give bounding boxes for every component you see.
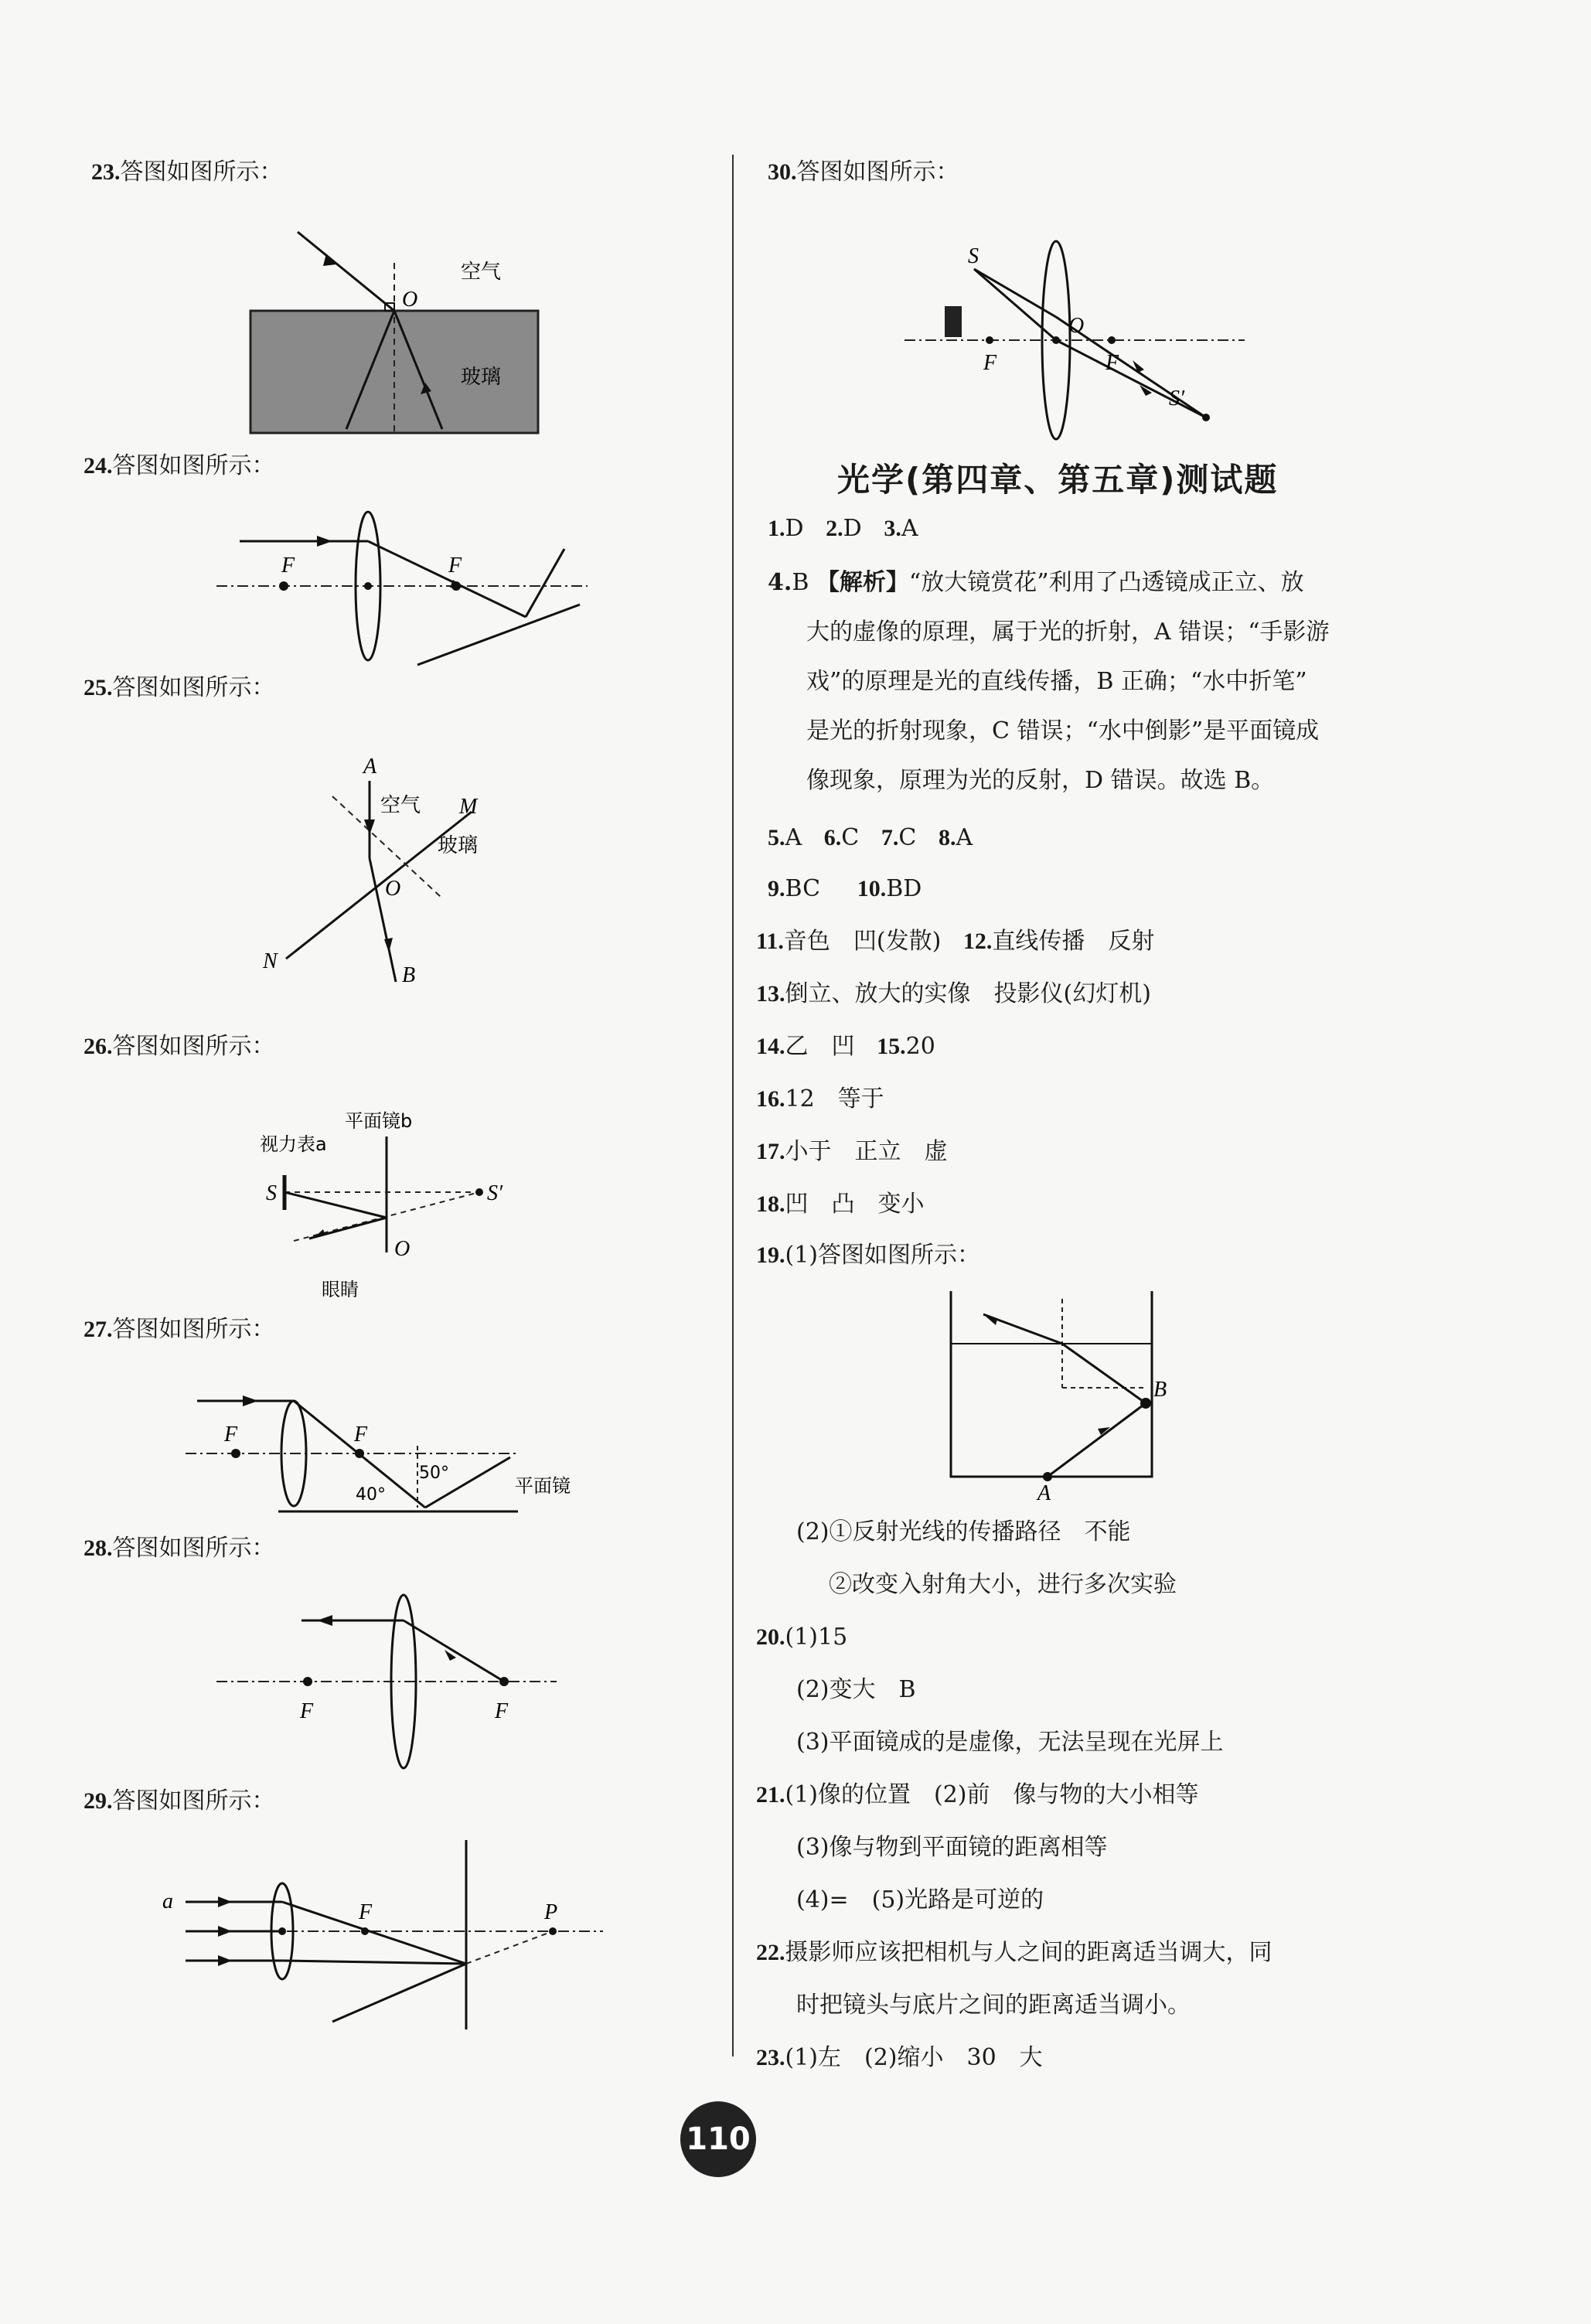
q19-a: A	[1037, 1481, 1051, 1505]
q30-s2: S′	[1169, 387, 1185, 411]
answer-23: 23.(1)左 (2)缩小 30 大	[756, 2044, 1043, 2071]
section-title: 光学(第四章、第五章)测试题	[837, 461, 1279, 499]
q29-f: F	[359, 1900, 373, 1924]
q26-diagram	[247, 1106, 557, 1307]
q26-o: O	[394, 1237, 411, 1261]
q25-diagram	[247, 750, 557, 997]
answer-21: 21.(1)像的位置 (2)前 像与物的大小相等	[756, 1781, 1199, 1808]
q29-label: 29.答图如图所示：	[83, 1787, 275, 1815]
q25-glass: 玻璃	[438, 834, 479, 857]
q19-b: B	[1153, 1378, 1167, 1402]
q29-p: P	[544, 1900, 558, 1924]
q30-s: S	[968, 244, 979, 268]
q30-f2: F	[1106, 351, 1119, 375]
answer-22: 22.摄影师应该把相机与人之间的距离适当调大，同	[756, 1939, 1272, 1966]
answer-21-p2: (3)像与物到平面镜的距离相等	[796, 1834, 1108, 1861]
q28-diagram	[209, 1585, 564, 1778]
answer-20-p2: (2)变大 B	[796, 1676, 916, 1703]
answer-14-15: 14.乙 凹 15.20	[756, 1033, 935, 1060]
q26-s: S	[266, 1181, 277, 1205]
answer-17: 17.小于 正立 虚	[756, 1138, 948, 1165]
q23-o-label: O	[402, 288, 418, 312]
q25-label: 25.答图如图所示：	[83, 674, 275, 701]
q27-f2: F	[354, 1423, 368, 1447]
q27-f1: F	[224, 1423, 238, 1447]
q23-air-label: 空气	[461, 261, 502, 284]
q23-diagram	[232, 232, 557, 441]
q27-mirror: 平面镜	[515, 1475, 571, 1497]
q25-m: M	[459, 795, 478, 819]
q23-label: 23.答图如图所示：	[91, 158, 283, 186]
answers-9-10: 9.BC 10.BD	[768, 875, 922, 902]
answer-11-12: 11.音色 凹(发散) 12.直线传播 反射	[756, 928, 1155, 955]
q24-diagram	[201, 503, 595, 673]
q30-diagram	[897, 232, 1252, 448]
q24-f1: F	[281, 554, 295, 578]
q19-diagram	[943, 1291, 1191, 1505]
q25-a: A	[363, 755, 377, 779]
q24-f2: F	[448, 554, 462, 578]
q4-explanation: 4.B 【解析】“放大镜赏花”利用了凸透镜成正立、放 大的虚像的原理，属于光的折射，A 错误；“手影游 戏”的原理是光的直线传播，B 正确；“水中折笔” 是光的折射现象，C 错误；“水中倒影”是平面镜成 像现象，原理为光的反射，D 错误。故选 B。	[768, 569, 1330, 794]
q25-air: 空气	[380, 794, 421, 817]
answer-19: 19.(1)答图如图所示：	[756, 1242, 980, 1269]
q24-label: 24.答图如图所示：	[83, 452, 275, 479]
q23-glass-label: 玻璃	[461, 366, 502, 389]
answer-16: 16.12 等于	[756, 1085, 884, 1113]
answer-20-p3: (3)平面镜成的是虚像，无法呈现在光屏上	[796, 1729, 1224, 1756]
q26-label: 26.答图如图所示：	[83, 1033, 275, 1060]
q26-eye: 眼睛	[322, 1279, 359, 1300]
answer-18: 18.凹 凸 变小	[756, 1191, 925, 1218]
q28-label: 28.答图如图所示：	[83, 1535, 275, 1562]
q29-a: a	[162, 1890, 173, 1913]
q27-a50: 50°	[419, 1464, 449, 1483]
q26-s2: S′	[487, 1181, 503, 1205]
answer-19-p2: (2)①反射光线的传播路径 不能	[796, 1518, 1131, 1545]
answer-21-p3: (4)= (5)光路是可逆的	[796, 1886, 1044, 1913]
q27-label: 27.答图如图所示：	[83, 1316, 275, 1343]
answer-19-p3: ②改变入射角大小，进行多次实验	[829, 1571, 1177, 1598]
answers-1-3: 1.D 2.D 3.A	[768, 515, 918, 542]
q28-f2: F	[495, 1699, 509, 1723]
answer-22-p2: 时把镜头与底片之间的距离适当调小。	[796, 1992, 1191, 2019]
q25-n: N	[263, 949, 278, 973]
q25-o: O	[385, 877, 401, 901]
answer-20: 20.(1)15	[756, 1624, 848, 1651]
q27-diagram	[186, 1384, 595, 1523]
q30-label: 30.答图如图所示：	[768, 158, 959, 186]
column-divider	[732, 155, 734, 2057]
q28-f1: F	[300, 1699, 314, 1723]
q25-b: B	[402, 963, 416, 987]
answers-5-8: 5.A 6.C 7.C 8.A	[768, 824, 973, 851]
q30-f1: F	[983, 351, 997, 375]
q26-mirror: 平面镜b	[345, 1110, 413, 1132]
q29-diagram	[162, 1840, 611, 2033]
answer-13: 13.倒立、放大的实像 投影仪(幻灯机)	[756, 980, 1151, 1007]
q27-a40: 40°	[356, 1485, 386, 1504]
q30-o: O	[1068, 314, 1085, 338]
page-number: 110	[680, 2101, 756, 2177]
q26-chart: 视力表a	[260, 1133, 327, 1155]
